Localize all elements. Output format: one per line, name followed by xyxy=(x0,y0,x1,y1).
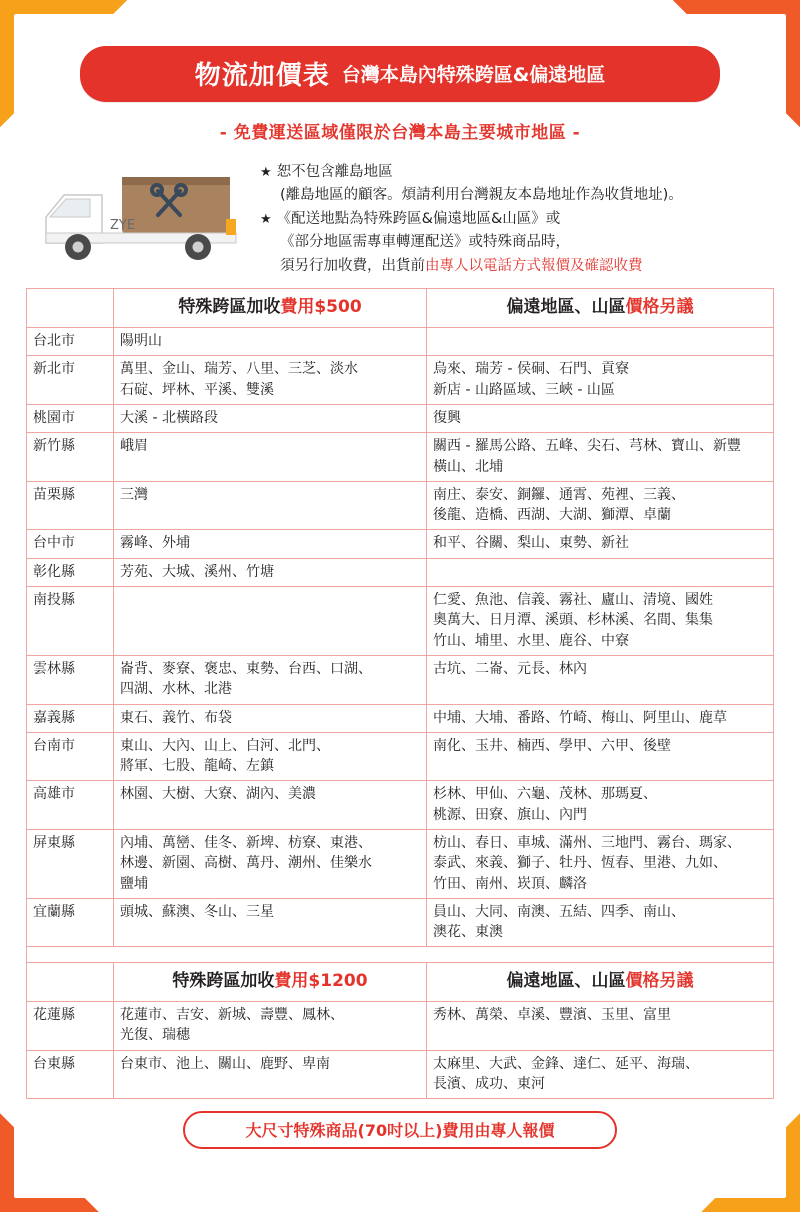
notice-line-2c-highlight: 由專人以電話方式報價及確認收費 xyxy=(425,257,643,274)
notice-line-2b: 《部分地區需專車轉運配送》或特殊商品時， xyxy=(280,234,570,251)
row-remote-zone: 杉林、甲仙、六龜、茂林、那瑪夏、 桃源、田寮、旗山、內門 xyxy=(427,781,774,830)
row-remote-zone: 枋山、春日、車城、滿州、三地門、霧台、瑪家、 泰武、來義、獅子、牡丹、恆春、里港、九如、 竹田、南州、崁頂、麟洛 xyxy=(427,830,774,899)
delivery-truck-icon xyxy=(30,159,260,269)
row-region: 桃園市 xyxy=(27,404,114,432)
row-special-zone: 林園、大樹、大寮、湖內、美濃 xyxy=(114,781,427,830)
row-region: 台中市 xyxy=(27,530,114,558)
row-region: 雲林縣 xyxy=(27,655,114,704)
table-header-500 xyxy=(27,289,774,328)
row-special-zone: 東山、大內、山上、白河、北門、 將軍、七股、龍崎、左鎮 xyxy=(114,732,427,781)
row-region: 高雄市 xyxy=(27,781,114,830)
row-remote-zone: 秀林、萬榮、卓溪、豐濱、玉里、富里 xyxy=(427,1002,774,1051)
row-remote-zone: 員山、大同、南澳、五結、四季、南山、 澳花、東澳 xyxy=(427,898,774,947)
header-region-spacer-2 xyxy=(27,963,114,1002)
row-special-zone: 大溪 - 北橫路段 xyxy=(114,404,427,432)
notice-line-2: 《配送地點為特殊跨區&偏遠地區&山區》或 xyxy=(276,210,561,227)
large-item-note: 大尺寸特殊商品(70吋以上)費用由專人報價 xyxy=(183,1111,617,1149)
header-special-500: 特殊跨區加收費用$500 xyxy=(114,289,427,328)
table-row xyxy=(27,655,774,704)
notice-line-1: 恕不包含離島地區 xyxy=(276,164,393,180)
row-special-zone: 台東市、池上、關山、鹿野、卑南 xyxy=(114,1050,427,1099)
page-title xyxy=(80,46,720,102)
row-special-zone: 峨眉 xyxy=(114,433,427,482)
title-main: 物流加價表 xyxy=(194,61,330,91)
row-region: 台南市 xyxy=(27,732,114,781)
row-special-zone: 芳苑、大城、溪州、竹塘 xyxy=(114,558,427,586)
row-remote-zone: 仁愛、魚池、信義、霧社、廬山、清境、國姓 奧萬大、日月潭、溪頭、杉林溪、名間、集集 竹山、埔里、水里、鹿谷、中寮 xyxy=(427,587,774,656)
table-row xyxy=(27,481,774,530)
row-remote-zone: 太麻里、大武、金鋒、達仁、延平、海瑞、 長濱、成功、東河 xyxy=(427,1050,774,1099)
table-row xyxy=(27,356,774,405)
row-region: 花蓮縣 xyxy=(27,1002,114,1051)
row-region: 屏東縣 xyxy=(27,830,114,899)
row-remote-zone xyxy=(427,558,774,586)
notice-section xyxy=(26,153,774,278)
table-row xyxy=(27,587,774,656)
row-remote-zone: 和平、谷關、梨山、東勢、新社 xyxy=(427,530,774,558)
table-row xyxy=(27,898,774,947)
table-row xyxy=(27,530,774,558)
row-region: 南投縣 xyxy=(27,587,114,656)
row-region: 台東縣 xyxy=(27,1050,114,1099)
row-special-zone: 內埔、萬巒、佳冬、新埤、枋寮、東港、 林邊、新園、高樹、萬丹、潮州、佳樂水 鹽埔 xyxy=(114,830,427,899)
row-special-zone: 三灣 xyxy=(114,481,427,530)
row-region: 新北市 xyxy=(27,356,114,405)
page-subtitle: - 免費運送區域僅限於台灣本島主要城市地區 - xyxy=(219,123,581,143)
header-remote-1200: 偏遠地區、山區價格另議 xyxy=(427,963,774,1002)
table-row xyxy=(27,1050,774,1099)
section-gap xyxy=(27,947,774,963)
row-remote-zone: 中埔、大埔、番路、竹崎、梅山、阿里山、鹿草 xyxy=(427,704,774,732)
title-sub: 台灣本島內特殊跨區&偏遠地區 xyxy=(341,64,606,86)
table-row xyxy=(27,558,774,586)
row-region: 彰化縣 xyxy=(27,558,114,586)
row-region: 苗栗縣 xyxy=(27,481,114,530)
row-special-zone: 頭城、蘇澳、冬山、三星 xyxy=(114,898,427,947)
row-remote-zone: 南化、玉井、楠西、學甲、六甲、後壁 xyxy=(427,732,774,781)
table-row xyxy=(27,830,774,899)
table-row xyxy=(27,704,774,732)
table-row xyxy=(27,732,774,781)
notice-text xyxy=(260,153,774,278)
row-special-zone: 陽明山 xyxy=(114,328,427,356)
row-special-zone: 萬里、金山、瑞芳、八里、三芝、淡水 石碇、坪林、平溪、雙溪 xyxy=(114,356,427,405)
table-header-1200 xyxy=(27,963,774,1002)
row-region: 宜蘭縣 xyxy=(27,898,114,947)
table-row xyxy=(27,781,774,830)
table-row xyxy=(27,328,774,356)
header-region-spacer xyxy=(27,289,114,328)
row-special-zone xyxy=(114,587,427,656)
row-region: 嘉義縣 xyxy=(27,704,114,732)
row-remote-zone: 南庄、泰安、銅鑼、通霄、苑裡、三義、 後龍、造橋、西湖、大湖、獅潭、卓蘭 xyxy=(427,481,774,530)
header-remote-500: 偏遠地區、山區價格另議 xyxy=(427,289,774,328)
row-remote-zone: 關西 - 羅馬公路、五峰、尖石、芎林、寶山、新豐 橫山、北埔 xyxy=(427,433,774,482)
table-row xyxy=(27,433,774,482)
table-row xyxy=(27,1002,774,1051)
price-table xyxy=(26,288,774,1099)
row-special-zone: 東石、義竹、布袋 xyxy=(114,704,427,732)
row-remote-zone: 復興 xyxy=(427,404,774,432)
header-special-1200: 特殊跨區加收費用$1200 xyxy=(114,963,427,1002)
notice-line-1b: (離島地區的顧客。煩請利用台灣親友本島地址作為收貨地址)。 xyxy=(280,187,683,204)
star-bullet-icon: ★ xyxy=(260,165,272,180)
row-remote-zone xyxy=(427,328,774,356)
star-bullet-icon-2: ★ xyxy=(260,211,272,227)
table-row xyxy=(27,404,774,432)
row-region: 台北市 xyxy=(27,328,114,356)
row-special-zone: 崙背、麥寮、褒忠、東勢、台西、口湖、 四湖、水林、北港 xyxy=(114,655,427,704)
row-special-zone: 花蓮市、吉安、新城、壽豐、鳳林、 光復、瑞穗 xyxy=(114,1002,427,1051)
truck-brand-text: ZYE xyxy=(110,218,136,233)
row-remote-zone: 古坑、二崙、元長、林內 xyxy=(427,655,774,704)
notice-line-2c: 須另行加收費，出貨前 xyxy=(280,257,425,274)
row-remote-zone: 烏來、瑞芳 - 侯硐、石門、貢寮 新店 - 山路區域、三峽 - 山區 xyxy=(427,356,774,405)
row-region: 新竹縣 xyxy=(27,433,114,482)
row-special-zone: 霧峰、外埔 xyxy=(114,530,427,558)
